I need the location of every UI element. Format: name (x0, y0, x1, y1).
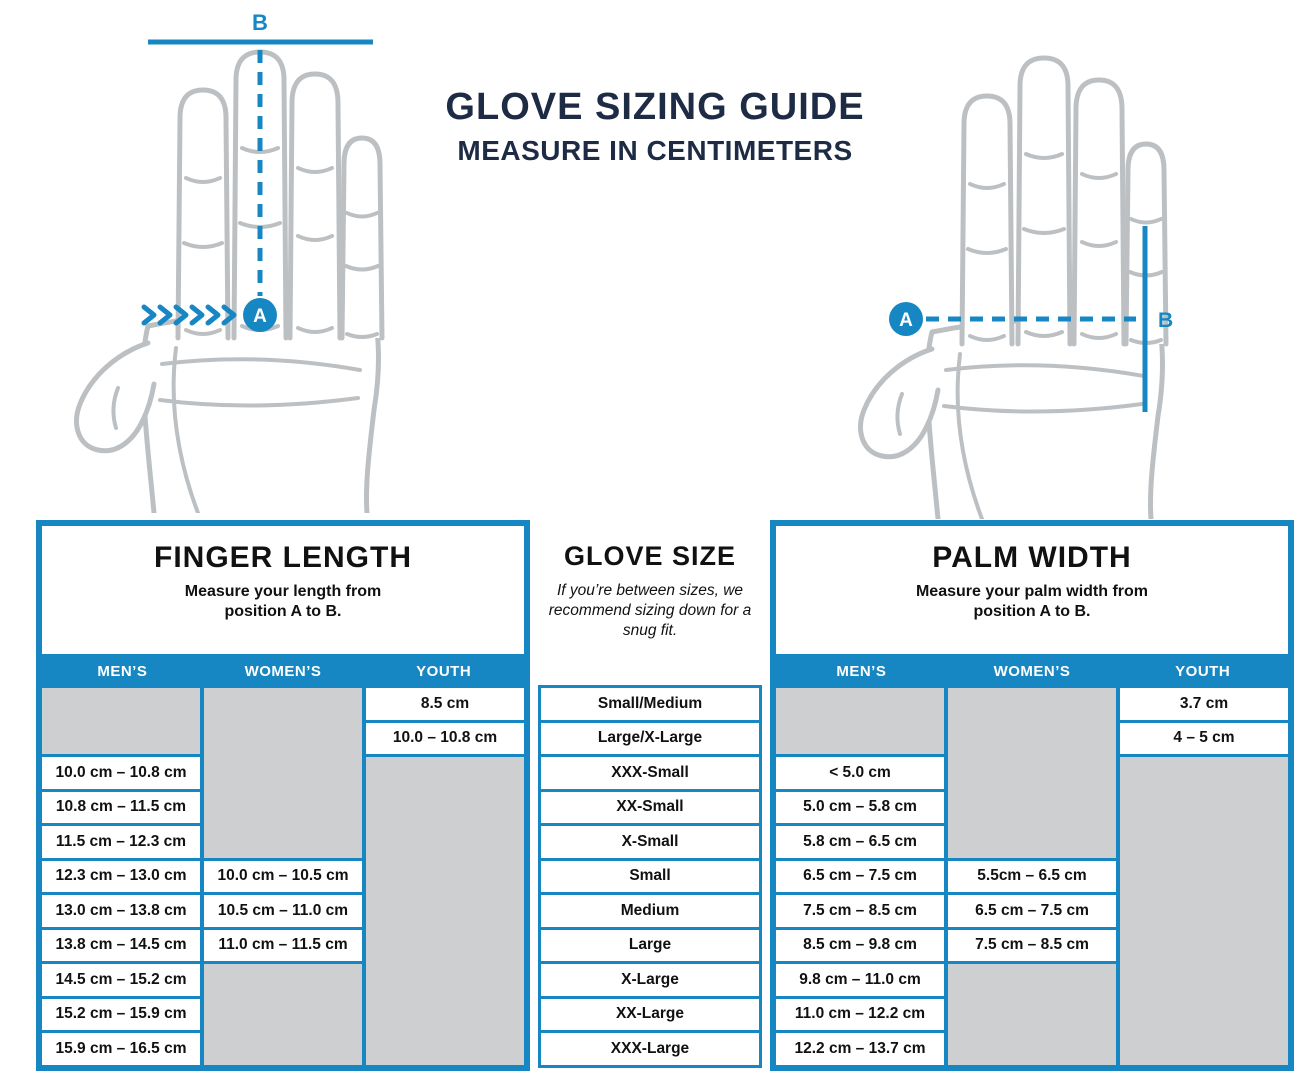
palm-width-youth-column (1120, 688, 1288, 1065)
palm-width-section (770, 520, 1294, 1071)
page-title: GLOVE SIZING GUIDE (445, 86, 865, 128)
finger-length-title: FINGER LENGTH (154, 541, 412, 574)
glove-size-value-cell: Small/Medium (541, 688, 759, 720)
palm-width-womens-empty-cell (948, 964, 1116, 1065)
glove-size-value-cell: XXX-Large (541, 1033, 759, 1065)
palm-width-header (776, 526, 1288, 654)
glove-size-value-cell: Large (541, 930, 759, 962)
finger-length-mens-value-cell: 10.8 cm – 11.5 cm (42, 792, 200, 824)
point-b-label: B (1158, 309, 1174, 332)
finger-length-mens-value-cell: 13.8 cm – 14.5 cm (42, 930, 200, 962)
finger-length-mens-value-cell: 15.9 cm – 16.5 cm (42, 1033, 200, 1065)
palm-width-mens-value-cell: 5.8 cm – 6.5 cm (776, 826, 944, 858)
glove-size-value-cell: Large/X-Large (541, 723, 759, 755)
palm-width-mens-empty-cell (776, 688, 944, 754)
hand-illustration (77, 52, 382, 513)
palm-width-hand-diagram (842, 14, 1242, 519)
palm-width-mens-value-cell: 7.5 cm – 8.5 cm (776, 895, 944, 927)
palm-width-title: PALM WIDTH (932, 541, 1132, 574)
palm-width-mens-value-cell: < 5.0 cm (776, 757, 944, 789)
palm-width-youth-empty-cell (1120, 757, 1288, 1065)
finger-length-womens-value-cell: 10.0 cm – 10.5 cm (204, 861, 362, 893)
finger-length-hand-diagram (58, 8, 458, 513)
palm-width-youth-value-cell: 3.7 cm (1120, 688, 1288, 720)
palm-width-column-headers (776, 654, 1288, 688)
palm-width-womens-value-cell: 5.5cm – 6.5 cm (948, 861, 1116, 893)
point-b-label: B (252, 10, 268, 35)
palm-width-rows (776, 688, 1288, 1065)
palm-width-mens-value-cell: 11.0 cm – 12.2 cm (776, 999, 944, 1031)
finger-length-mens-value-cell: 13.0 cm – 13.8 cm (42, 895, 200, 927)
finger-length-rows (42, 688, 524, 1065)
finger-length-youth-value-cell: 10.0 – 10.8 cm (366, 723, 524, 755)
finger-length-section (36, 520, 530, 1071)
palm-width-womens-empty-cell (948, 688, 1116, 858)
finger-length-womens-value-cell: 10.5 cm – 11.0 cm (204, 895, 362, 927)
sizing-table (36, 520, 1294, 1071)
finger-length-womens-empty-cell (204, 964, 362, 1065)
point-a-label: A (899, 310, 913, 331)
glove-size-title: GLOVE SIZE (563, 541, 737, 571)
column-header-mens: MEN’S (836, 662, 887, 680)
finger-length-column-headers (42, 654, 524, 688)
glove-size-value-cell: Medium (541, 895, 759, 927)
hand-illustration (861, 58, 1166, 519)
finger-length-subtitle: Measure your length from position A to B. (184, 583, 382, 620)
page-subtitle: MEASURE IN CENTIMETERS (457, 135, 853, 166)
finger-length-header (42, 526, 524, 654)
finger-length-womens-column (204, 688, 362, 1065)
column-header-youth: YOUTH (416, 662, 472, 680)
palm-width-youth-value-cell: 4 – 5 cm (1120, 723, 1288, 755)
palm-width-womens-column (948, 688, 1116, 1065)
glove-size-value-cell: X-Large (541, 964, 759, 996)
palm-width-mens-value-cell: 12.2 cm – 13.7 cm (776, 1033, 944, 1065)
finger-length-womens-value-cell: 11.0 cm – 11.5 cm (204, 930, 362, 962)
finger-length-mens-column (42, 688, 200, 1065)
finger-length-youth-column (366, 688, 524, 1065)
palm-width-mens-value-cell: 9.8 cm – 11.0 cm (776, 964, 944, 996)
column-header-mens: MEN’S (97, 662, 148, 680)
glove-size-value-cell: XXX-Small (541, 757, 759, 789)
palm-width-mens-value-cell: 8.5 cm – 9.8 cm (776, 930, 944, 962)
page-title-block (425, 86, 885, 167)
glove-size-header (538, 520, 762, 685)
glove-size-column (538, 520, 762, 1068)
palm-width-womens-value-cell: 6.5 cm – 7.5 cm (948, 895, 1116, 927)
column-header-womens: WOMEN’S (993, 662, 1071, 680)
glove-size-value-cell: Small (541, 861, 759, 893)
finger-length-youth-value-cell: 8.5 cm (366, 688, 524, 720)
palm-width-mens-value-cell: 5.0 cm – 5.8 cm (776, 792, 944, 824)
finger-length-mens-value-cell: 10.0 cm – 10.8 cm (42, 757, 200, 789)
glove-size-subtitle: If you’re between sizes, we recommend sizing down for a snug fit. (548, 582, 752, 640)
palm-width-subtitle: Measure your palm width from position A to B. (915, 583, 1149, 620)
finger-length-youth-empty-cell (366, 757, 524, 1065)
column-header-youth: YOUTH (1175, 662, 1231, 680)
palm-width-mens-column (776, 688, 944, 1065)
palm-width-womens-value-cell: 7.5 cm – 8.5 cm (948, 930, 1116, 962)
finger-length-mens-empty-cell (42, 688, 200, 754)
finger-length-mens-value-cell: 12.3 cm – 13.0 cm (42, 861, 200, 893)
finger-length-womens-empty-cell (204, 688, 362, 858)
column-header-womens: WOMEN’S (244, 662, 322, 680)
glove-size-value-cell: XX-Small (541, 792, 759, 824)
glove-size-value-cell: XX-Large (541, 999, 759, 1031)
finger-length-mens-value-cell: 11.5 cm – 12.3 cm (42, 826, 200, 858)
palm-width-mens-value-cell: 6.5 cm – 7.5 cm (776, 861, 944, 893)
finger-length-mens-value-cell: 14.5 cm – 15.2 cm (42, 964, 200, 996)
glove-size-value-cell: X-Small (541, 826, 759, 858)
point-a-label: A (253, 306, 267, 327)
finger-length-mens-value-cell: 15.2 cm – 15.9 cm (42, 999, 200, 1031)
glove-size-rows (538, 685, 762, 1068)
